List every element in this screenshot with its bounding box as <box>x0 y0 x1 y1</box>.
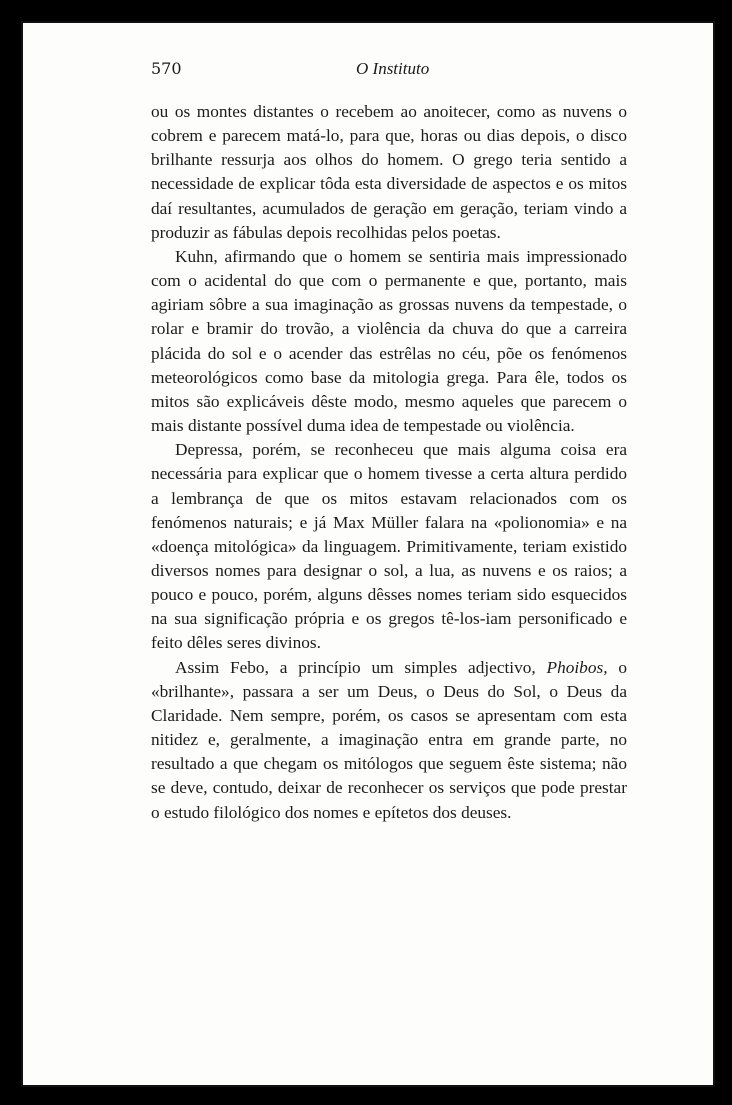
paragraph-4-end: o «brilhante», passara a ser um Deus, o Deus do Sol, o Deus da Claridade. Nem sempre, porém, os casos se apresentam com esta nitidez e, geralmente, a imaginação entra em grande parte, no resultado a que chegam os mitólogos que seguem êste sistema; não se deve, contudo, deixar de reconhecer os serviços que pode prestar o estudo filológico dos nomes e epítetos dos deuses. <box>151 657 627 822</box>
body-text <box>151 100 627 825</box>
paragraph-4 <box>151 656 627 825</box>
page-number: 570 <box>151 59 182 78</box>
page-header <box>151 54 629 84</box>
paragraph-1: ou os montes distantes o recebem ao anoitecer, como as nuvens o cobrem e parecem matá-lo, para que, horas ou dias depois, o disco brilhante ressurja aos olhos do homem. O grego teria sentido a necessidade de explicar tôda esta diversidade de aspectos e os mitos daí resultantes, acumulados de geração em geração, teriam vindo a produzir as fábulas depois recolhidas pelos poetas. <box>151 102 627 242</box>
running-title: O Instituto <box>356 59 430 78</box>
paragraph-4-start: Assim Febo, a princípio um simples adjectivo, <box>175 657 547 677</box>
paragraph-2: Kuhn, afirmando que o homem se sentiria mais impressionado com o acidental do que com o permanente e que, portanto, mais agiriam sôbre a sua imaginação as grossas nuvens da tempestade, o rolar e bramir do trovão, a violência da chuva do que a carreira plácida do sol e o acender das estrêlas no céu, põe os fenómenos meteorológicos como base da mitologia grega. Para êle, todos os mitos são explicáveis dêste modo, mesmo aqueles que parecem o mais distante possível duma idea de tempestade ou violência. <box>151 246 627 436</box>
paragraph-3: Depressa, porém, se reconheceu que mais alguma coisa era necessária para explicar que o homem tivesse a certa altura perdido a lembrança de que os mitos estavam relacionados com os fenómenos naturais; e já Max Müller falara na «polionomia» e na «doença mitológica» da linguagem. Primitivamente, teriam existido diversos nomes para designar o sol, a lua, as nuvens e os raios; a pouco e pouco, porém, alguns dêsses nomes teriam sido esquecidos na sua significação própria e os gregos tê-los-iam personificado e feito dêles seres divinos. <box>151 440 627 653</box>
paragraph-4-emphasis: Phoibos, <box>546 657 608 677</box>
